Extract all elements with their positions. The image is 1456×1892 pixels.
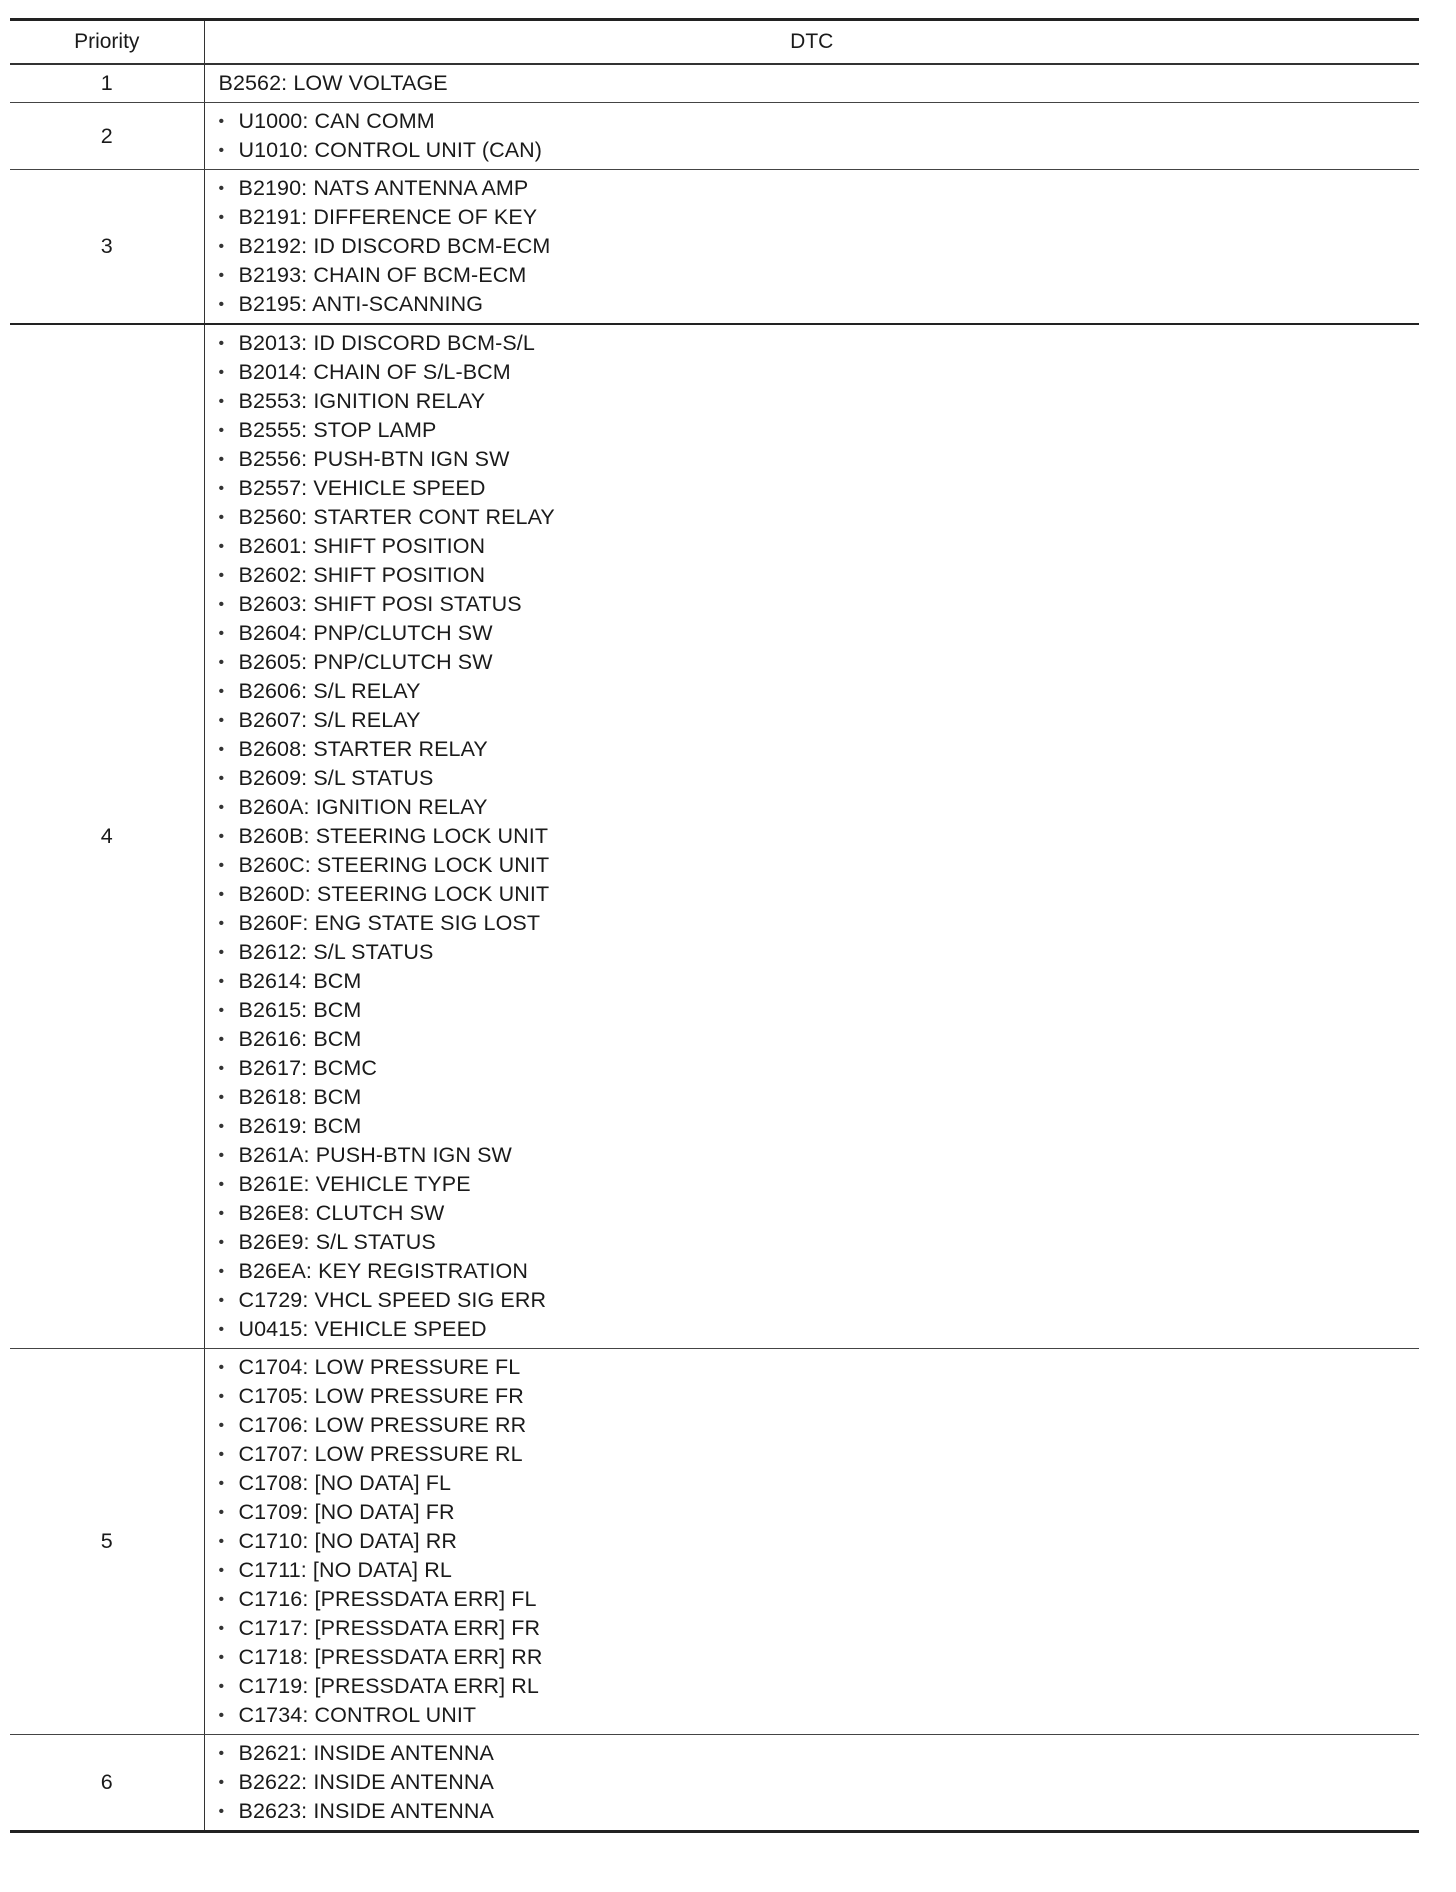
- bullet-icon: •: [218, 944, 225, 961]
- bullet-icon: •: [218, 1089, 225, 1106]
- dtc-code-item: [219, 1141, 1420, 1170]
- dtc-code-item: [219, 764, 1420, 793]
- bullet-icon: •: [218, 1533, 225, 1550]
- dtc-code-text: B2553: IGNITION RELAY: [238, 389, 486, 413]
- dtc-code-text: C1709: [NO DATA] FR: [238, 1500, 455, 1524]
- dtc-code-text: B2619: BCM: [238, 1114, 362, 1138]
- bullet-icon: •: [218, 1475, 225, 1492]
- dtc-code-text: B2603: SHIFT POSI STATUS: [238, 592, 522, 616]
- dtc-code-text: B2555: STOP LAMP: [238, 418, 437, 442]
- bullet-icon: •: [218, 142, 225, 159]
- bullet-icon: •: [218, 1562, 225, 1579]
- dtc-code-list: [219, 107, 1420, 165]
- dtc-code-item: [219, 474, 1420, 503]
- bullet-icon: •: [218, 480, 225, 497]
- dtc-code-item: [219, 1228, 1420, 1257]
- dtc-code-list: [219, 174, 1420, 319]
- priority-group-row: [10, 64, 1419, 103]
- priority-group-row: [10, 170, 1419, 325]
- dtc-code-item: [219, 1025, 1420, 1054]
- dtc-code-text: B260F: ENG STATE SIG LOST: [238, 911, 541, 935]
- dtc-code-list: [219, 1353, 1420, 1730]
- bullet-icon: •: [218, 1803, 225, 1820]
- dtc-code-item: [219, 1257, 1420, 1286]
- bullet-icon: •: [218, 1205, 225, 1222]
- dtc-code-item: [219, 1739, 1420, 1768]
- dtc-code-item: [219, 880, 1420, 909]
- dtc-code-text: B2014: CHAIN OF S/L-BCM: [238, 360, 511, 384]
- dtc-code-text: B2190: NATS ANTENNA AMP: [238, 176, 529, 200]
- dtc-code-text: B2615: BCM: [238, 998, 362, 1022]
- dtc-code-text: U0415: VEHICLE SPEED: [238, 1317, 487, 1341]
- dtc-code-text: B260C: STEERING LOCK UNIT: [238, 853, 550, 877]
- dtc-code-item: [219, 1315, 1420, 1344]
- bullet-icon: •: [218, 973, 225, 990]
- dtc-code-text: C1717: [PRESSDATA ERR] FR: [238, 1616, 541, 1640]
- dtc-code-text: B260B: STEERING LOCK UNIT: [238, 824, 549, 848]
- bullet-icon: •: [218, 1388, 225, 1405]
- dtc-code-text: B2556: PUSH-BTN IGN SW: [238, 447, 510, 471]
- dtc-code-item: [219, 416, 1420, 445]
- dtc-code-text: B2608: STARTER RELAY: [238, 737, 488, 761]
- dtc-code-item: [219, 1469, 1420, 1498]
- dtc-code-item: [219, 619, 1420, 648]
- dtc-code-item: [219, 1672, 1420, 1701]
- dtc-code-item: [219, 1585, 1420, 1614]
- dtc-code-text: C1707: LOW PRESSURE RL: [238, 1442, 523, 1466]
- dtc-code-text: B2602: SHIFT POSITION: [238, 563, 486, 587]
- bullet-icon: •: [218, 1118, 225, 1135]
- dtc-code-item: [219, 1556, 1420, 1585]
- dtc-code-item: [219, 648, 1420, 677]
- dtc-code-item: [219, 69, 1420, 98]
- dtc-code-text: C1706: LOW PRESSURE RR: [238, 1413, 527, 1437]
- dtc-code-item: [219, 532, 1420, 561]
- dtc-code-item: [219, 1498, 1420, 1527]
- bullet-icon: •: [218, 625, 225, 642]
- priority-value: 2: [10, 103, 204, 170]
- dtc-code-item: [219, 967, 1420, 996]
- dtc-code-item: [219, 358, 1420, 387]
- priority-value: 5: [10, 1349, 204, 1735]
- dtc-code-item: [219, 1083, 1420, 1112]
- dtc-code-text: C1704: LOW PRESSURE FL: [238, 1355, 521, 1379]
- dtc-code-text: B260A: IGNITION RELAY: [238, 795, 488, 819]
- dtc-code-item: [219, 996, 1420, 1025]
- bullet-icon: •: [218, 770, 225, 787]
- dtc-code-item: [219, 329, 1420, 358]
- bullet-icon: •: [218, 712, 225, 729]
- bullet-icon: •: [218, 857, 225, 874]
- bullet-icon: •: [218, 1263, 225, 1280]
- dtc-code-item: [219, 706, 1420, 735]
- bullet-icon: •: [218, 654, 225, 671]
- dtc-code-text: B2193: CHAIN OF BCM-ECM: [238, 263, 527, 287]
- dtc-code-text: B260D: STEERING LOCK UNIT: [238, 882, 550, 906]
- bullet-icon: •: [218, 683, 225, 700]
- dtc-code-text: C1710: [NO DATA] RR: [238, 1529, 458, 1553]
- dtc-code-text: B2013: ID DISCORD BCM-S/L: [238, 331, 535, 355]
- priority-value: 1: [10, 64, 204, 103]
- dtc-code-item: [219, 1170, 1420, 1199]
- dtc-code-item: [219, 107, 1420, 136]
- bullet-icon: •: [218, 1292, 225, 1309]
- dtc-code-text: B261E: VEHICLE TYPE: [238, 1172, 471, 1196]
- dtc-code-item: [219, 1701, 1420, 1730]
- bullet-icon: •: [218, 1234, 225, 1251]
- bullet-icon: •: [218, 886, 225, 903]
- dtc-code-text: B2618: BCM: [238, 1085, 362, 1109]
- dtc-code-text: B26E8: CLUTCH SW: [238, 1201, 445, 1225]
- bullet-icon: •: [218, 1359, 225, 1376]
- dtc-code-item: [219, 851, 1420, 880]
- dtc-code-text: B261A: PUSH-BTN IGN SW: [238, 1143, 512, 1167]
- dtc-code-text: B26E9: S/L STATUS: [238, 1230, 436, 1254]
- bullet-icon: •: [218, 1002, 225, 1019]
- dtc-code-item: [219, 1440, 1420, 1469]
- bullet-icon: •: [218, 451, 225, 468]
- dtc-code-text: B2616: BCM: [238, 1027, 362, 1051]
- priority-value: 6: [10, 1735, 204, 1832]
- priority-value: 3: [10, 170, 204, 325]
- dtc-code-item: [219, 1286, 1420, 1315]
- dtc-column-header: DTC: [204, 20, 1419, 65]
- dtc-code-list: [219, 69, 1420, 98]
- dtc-code-cell: [204, 1349, 1419, 1735]
- dtc-code-text: B2621: INSIDE ANTENNA: [238, 1741, 494, 1765]
- bullet-icon: •: [218, 567, 225, 584]
- dtc-code-text: C1711: [NO DATA] RL: [238, 1558, 452, 1582]
- dtc-code-text: B2607: S/L RELAY: [238, 708, 421, 732]
- dtc-code-cell: [204, 170, 1419, 325]
- dtc-code-item: [219, 1768, 1420, 1797]
- dtc-code-text: C1705: LOW PRESSURE FR: [238, 1384, 524, 1408]
- dtc-code-item: [219, 1199, 1420, 1228]
- dtc-code-item: [219, 261, 1420, 290]
- dtc-code-item: [219, 735, 1420, 764]
- bullet-icon: •: [218, 267, 225, 284]
- dtc-code-item: [219, 1411, 1420, 1440]
- dtc-code-text: B2192: ID DISCORD BCM-ECM: [238, 234, 551, 258]
- dtc-code-item: [219, 677, 1420, 706]
- table-header-row: [10, 20, 1419, 65]
- table-body: [10, 64, 1419, 1832]
- bullet-icon: •: [218, 422, 225, 439]
- dtc-code-text: U1000: CAN COMM: [238, 109, 435, 133]
- dtc-code-item: [219, 290, 1420, 319]
- dtc-code-list: [219, 329, 1420, 1344]
- dtc-code-item: [219, 1382, 1420, 1411]
- dtc-code-list: [219, 1739, 1420, 1826]
- dtc-code-item: [219, 1054, 1420, 1083]
- bullet-icon: •: [218, 238, 225, 255]
- dtc-code-text: C1734: CONTROL UNIT: [238, 1703, 477, 1727]
- bullet-icon: •: [218, 538, 225, 555]
- bullet-icon: •: [218, 915, 225, 932]
- dtc-code-item: [219, 938, 1420, 967]
- dtc-code-item: [219, 822, 1420, 851]
- dtc-code-text: B2562: LOW VOLTAGE: [218, 71, 448, 95]
- bullet-icon: •: [218, 828, 225, 845]
- dtc-code-text: B2191: DIFFERENCE OF KEY: [238, 205, 538, 229]
- priority-value: 4: [10, 324, 204, 1349]
- dtc-code-cell: [204, 103, 1419, 170]
- priority-group-row: [10, 1735, 1419, 1832]
- bullet-icon: •: [218, 1774, 225, 1791]
- bullet-icon: •: [218, 1649, 225, 1666]
- dtc-code-text: B2195: ANTI-SCANNING: [238, 292, 484, 316]
- dtc-code-item: [219, 909, 1420, 938]
- dtc-code-text: B26EA: KEY REGISTRATION: [238, 1259, 528, 1283]
- dtc-code-text: B2606: S/L RELAY: [238, 679, 421, 703]
- dtc-code-text: B2623: INSIDE ANTENNA: [238, 1799, 494, 1823]
- bullet-icon: •: [218, 180, 225, 197]
- dtc-code-item: [219, 1527, 1420, 1556]
- dtc-code-text: B2601: SHIFT POSITION: [238, 534, 486, 558]
- priority-group-row: [10, 324, 1419, 1349]
- dtc-code-text: C1729: VHCL SPEED SIG ERR: [238, 1288, 547, 1312]
- bullet-icon: •: [218, 1031, 225, 1048]
- dtc-code-text: B2560: STARTER CONT RELAY: [238, 505, 555, 529]
- dtc-code-item: [219, 561, 1420, 590]
- dtc-code-text: C1708: [NO DATA] FL: [238, 1471, 452, 1495]
- bullet-icon: •: [218, 1707, 225, 1724]
- dtc-code-text: C1716: [PRESSDATA ERR] FL: [238, 1587, 537, 1611]
- dtc-code-text: U1010: CONTROL UNIT (CAN): [238, 138, 543, 162]
- bullet-icon: •: [218, 596, 225, 613]
- dtc-code-item: [219, 1112, 1420, 1141]
- dtc-code-item: [219, 203, 1420, 232]
- dtc-code-item: [219, 503, 1420, 532]
- dtc-code-item: [219, 1353, 1420, 1382]
- bullet-icon: •: [218, 741, 225, 758]
- dtc-code-item: [219, 1614, 1420, 1643]
- bullet-icon: •: [218, 1147, 225, 1164]
- dtc-code-item: [219, 1643, 1420, 1672]
- bullet-icon: •: [218, 113, 225, 130]
- bullet-icon: •: [218, 1620, 225, 1637]
- bullet-icon: •: [218, 296, 225, 313]
- priority-column-header: Priority: [10, 20, 204, 65]
- bullet-icon: •: [218, 209, 225, 226]
- dtc-code-item: [219, 793, 1420, 822]
- dtc-code-text: B2617: BCMC: [238, 1056, 378, 1080]
- dtc-code-text: B2609: S/L STATUS: [238, 766, 434, 790]
- bullet-icon: •: [218, 1417, 225, 1434]
- dtc-code-text: B2604: PNP/CLUTCH SW: [238, 621, 493, 645]
- dtc-code-text: C1719: [PRESSDATA ERR] RL: [238, 1674, 539, 1698]
- bullet-icon: •: [218, 1446, 225, 1463]
- bullet-icon: •: [218, 1745, 225, 1762]
- bullet-icon: •: [218, 1176, 225, 1193]
- dtc-code-text: B2605: PNP/CLUTCH SW: [238, 650, 493, 674]
- dtc-code-text: B2612: S/L STATUS: [238, 940, 434, 964]
- dtc-code-item: [219, 232, 1420, 261]
- bullet-icon: •: [218, 364, 225, 381]
- dtc-code-item: [219, 590, 1420, 619]
- dtc-code-text: B2622: INSIDE ANTENNA: [238, 1770, 494, 1794]
- bullet-icon: •: [218, 799, 225, 816]
- dtc-code-text: C1718: [PRESSDATA ERR] RR: [238, 1645, 543, 1669]
- dtc-code-text: B2557: VEHICLE SPEED: [238, 476, 486, 500]
- dtc-priority-table: [10, 18, 1419, 1833]
- dtc-code-item: [219, 136, 1420, 165]
- bullet-icon: •: [218, 393, 225, 410]
- bullet-icon: •: [218, 1678, 225, 1695]
- bullet-icon: •: [218, 1504, 225, 1521]
- dtc-code-cell: [204, 64, 1419, 103]
- dtc-code-item: [219, 387, 1420, 416]
- dtc-code-item: [219, 1797, 1420, 1826]
- dtc-code-item: [219, 445, 1420, 474]
- bullet-icon: •: [218, 509, 225, 526]
- bullet-icon: •: [218, 335, 225, 352]
- priority-group-row: [10, 103, 1419, 170]
- priority-group-row: [10, 1349, 1419, 1735]
- bullet-icon: •: [218, 1060, 225, 1077]
- bullet-icon: •: [218, 1591, 225, 1608]
- dtc-code-cell: [204, 1735, 1419, 1832]
- dtc-code-item: [219, 174, 1420, 203]
- bullet-icon: •: [218, 1321, 225, 1338]
- dtc-code-cell: [204, 324, 1419, 1349]
- dtc-code-text: B2614: BCM: [238, 969, 362, 993]
